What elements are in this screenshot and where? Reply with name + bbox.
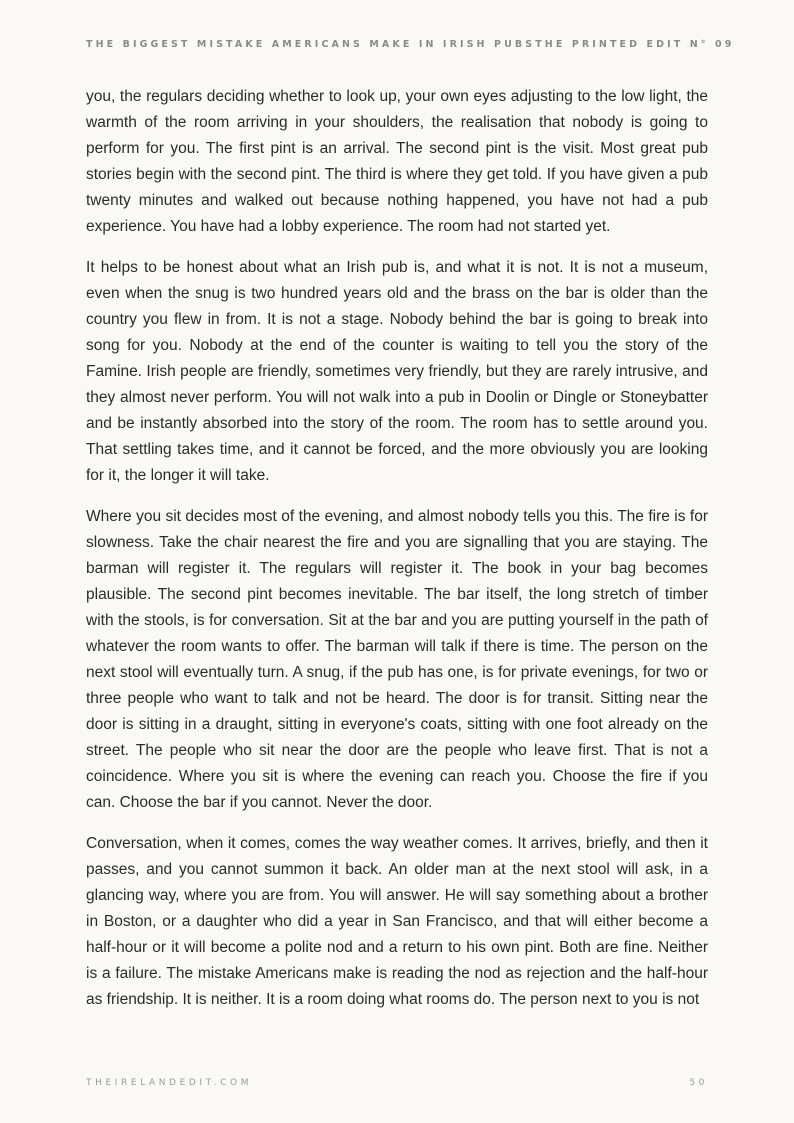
page-number: 50 xyxy=(689,1078,708,1088)
article-body xyxy=(86,84,708,1028)
paragraph: Where you sit decides most of the evening, and almost nobody tells you this. The fire is for slowness. Take the chair nearest the fire and you are signalling that you are staying. The barman will register it. The regulars will register it. The book in your bag becomes plausible. The second pint becomes inevitable. The bar itself, the long stretch of timber with the stools, is for conversation. Sit at the bar and you are putting yourself in the path of whatever the room wants to offer. The barman will talk if there is time. The person on the next stool will eventually turn. A snug, if the pub has one, is for private evenings, for two or three people who want to talk and not be heard. The door is for transit. Sitting near the door is sitting in a draught, sitting in everyone's coats, sitting with one foot already on the street. The people who sit near the door are the people who leave first. That is not a coincidence. Where you sit is where the evening can reach you. Choose the fire if you can. Choose the bar if you cannot. Never the door. xyxy=(86,508,708,811)
page-footer xyxy=(86,1076,708,1090)
paragraph: you, the regulars deciding whether to look up, your own eyes adjusting to the low light, the warmth of the room arriving in your shoulders, the realisation that nobody is going to perform for you. The first pint is an arrival. The second pint is the visit. Most great pub stories begin with the second pint. The third is where they get told. If you have given a pub twenty minutes and walked out because nothing happened, you have not had a pub experience. You have had a lobby experience. The room had not started yet. xyxy=(86,88,708,235)
site-url: THEIRELANDEDIT.COM xyxy=(86,1078,253,1088)
paragraph: It helps to be honest about what an Irish pub is, and what it is not. It is not a museum, even when the snug is two hundred years old and the brass on the bar is older than the country you flew in from. It is not a stage. Nobody behind the bar is going to break into song for you. Nobody at the end of the counter is waiting to tell you the story of the Famine. Irish people are friendly, sometimes very friendly, but they are rarely intrusive, and they almost never perform. You will not walk into a pub in Doolin or Dingle or Stoneybatter and be instantly absorbed into the story of the room. The room has to settle around you. That settling takes time, and it cannot be forced, and the more obviously you are looking for it, the longer it will take. xyxy=(86,259,708,484)
page-header xyxy=(86,37,735,51)
running-title: THE BIGGEST MISTAKE AMERICANS MAKE IN IRISH PUBS xyxy=(86,38,536,50)
paragraph: Conversation, when it comes, comes the way weather comes. It arrives, briefly, and then it passes, and you cannot summon it back. An older man at the next stool will ask, in a glancing way, where you are from. You will answer. He will say something about a brother in Boston, or a daughter who did a year in San Francisco, and that will either become a half-hour or it will become a polite nod and a return to his own pint. Both are fine. Neither is a failure. The mistake Americans make is reading the nod as rejection and the half-hour as friendship. It is neither. It is a room doing what rooms do. The person next to you is not xyxy=(86,835,708,1008)
publication-label: THE PRINTED EDIT N° 09 xyxy=(535,38,735,50)
